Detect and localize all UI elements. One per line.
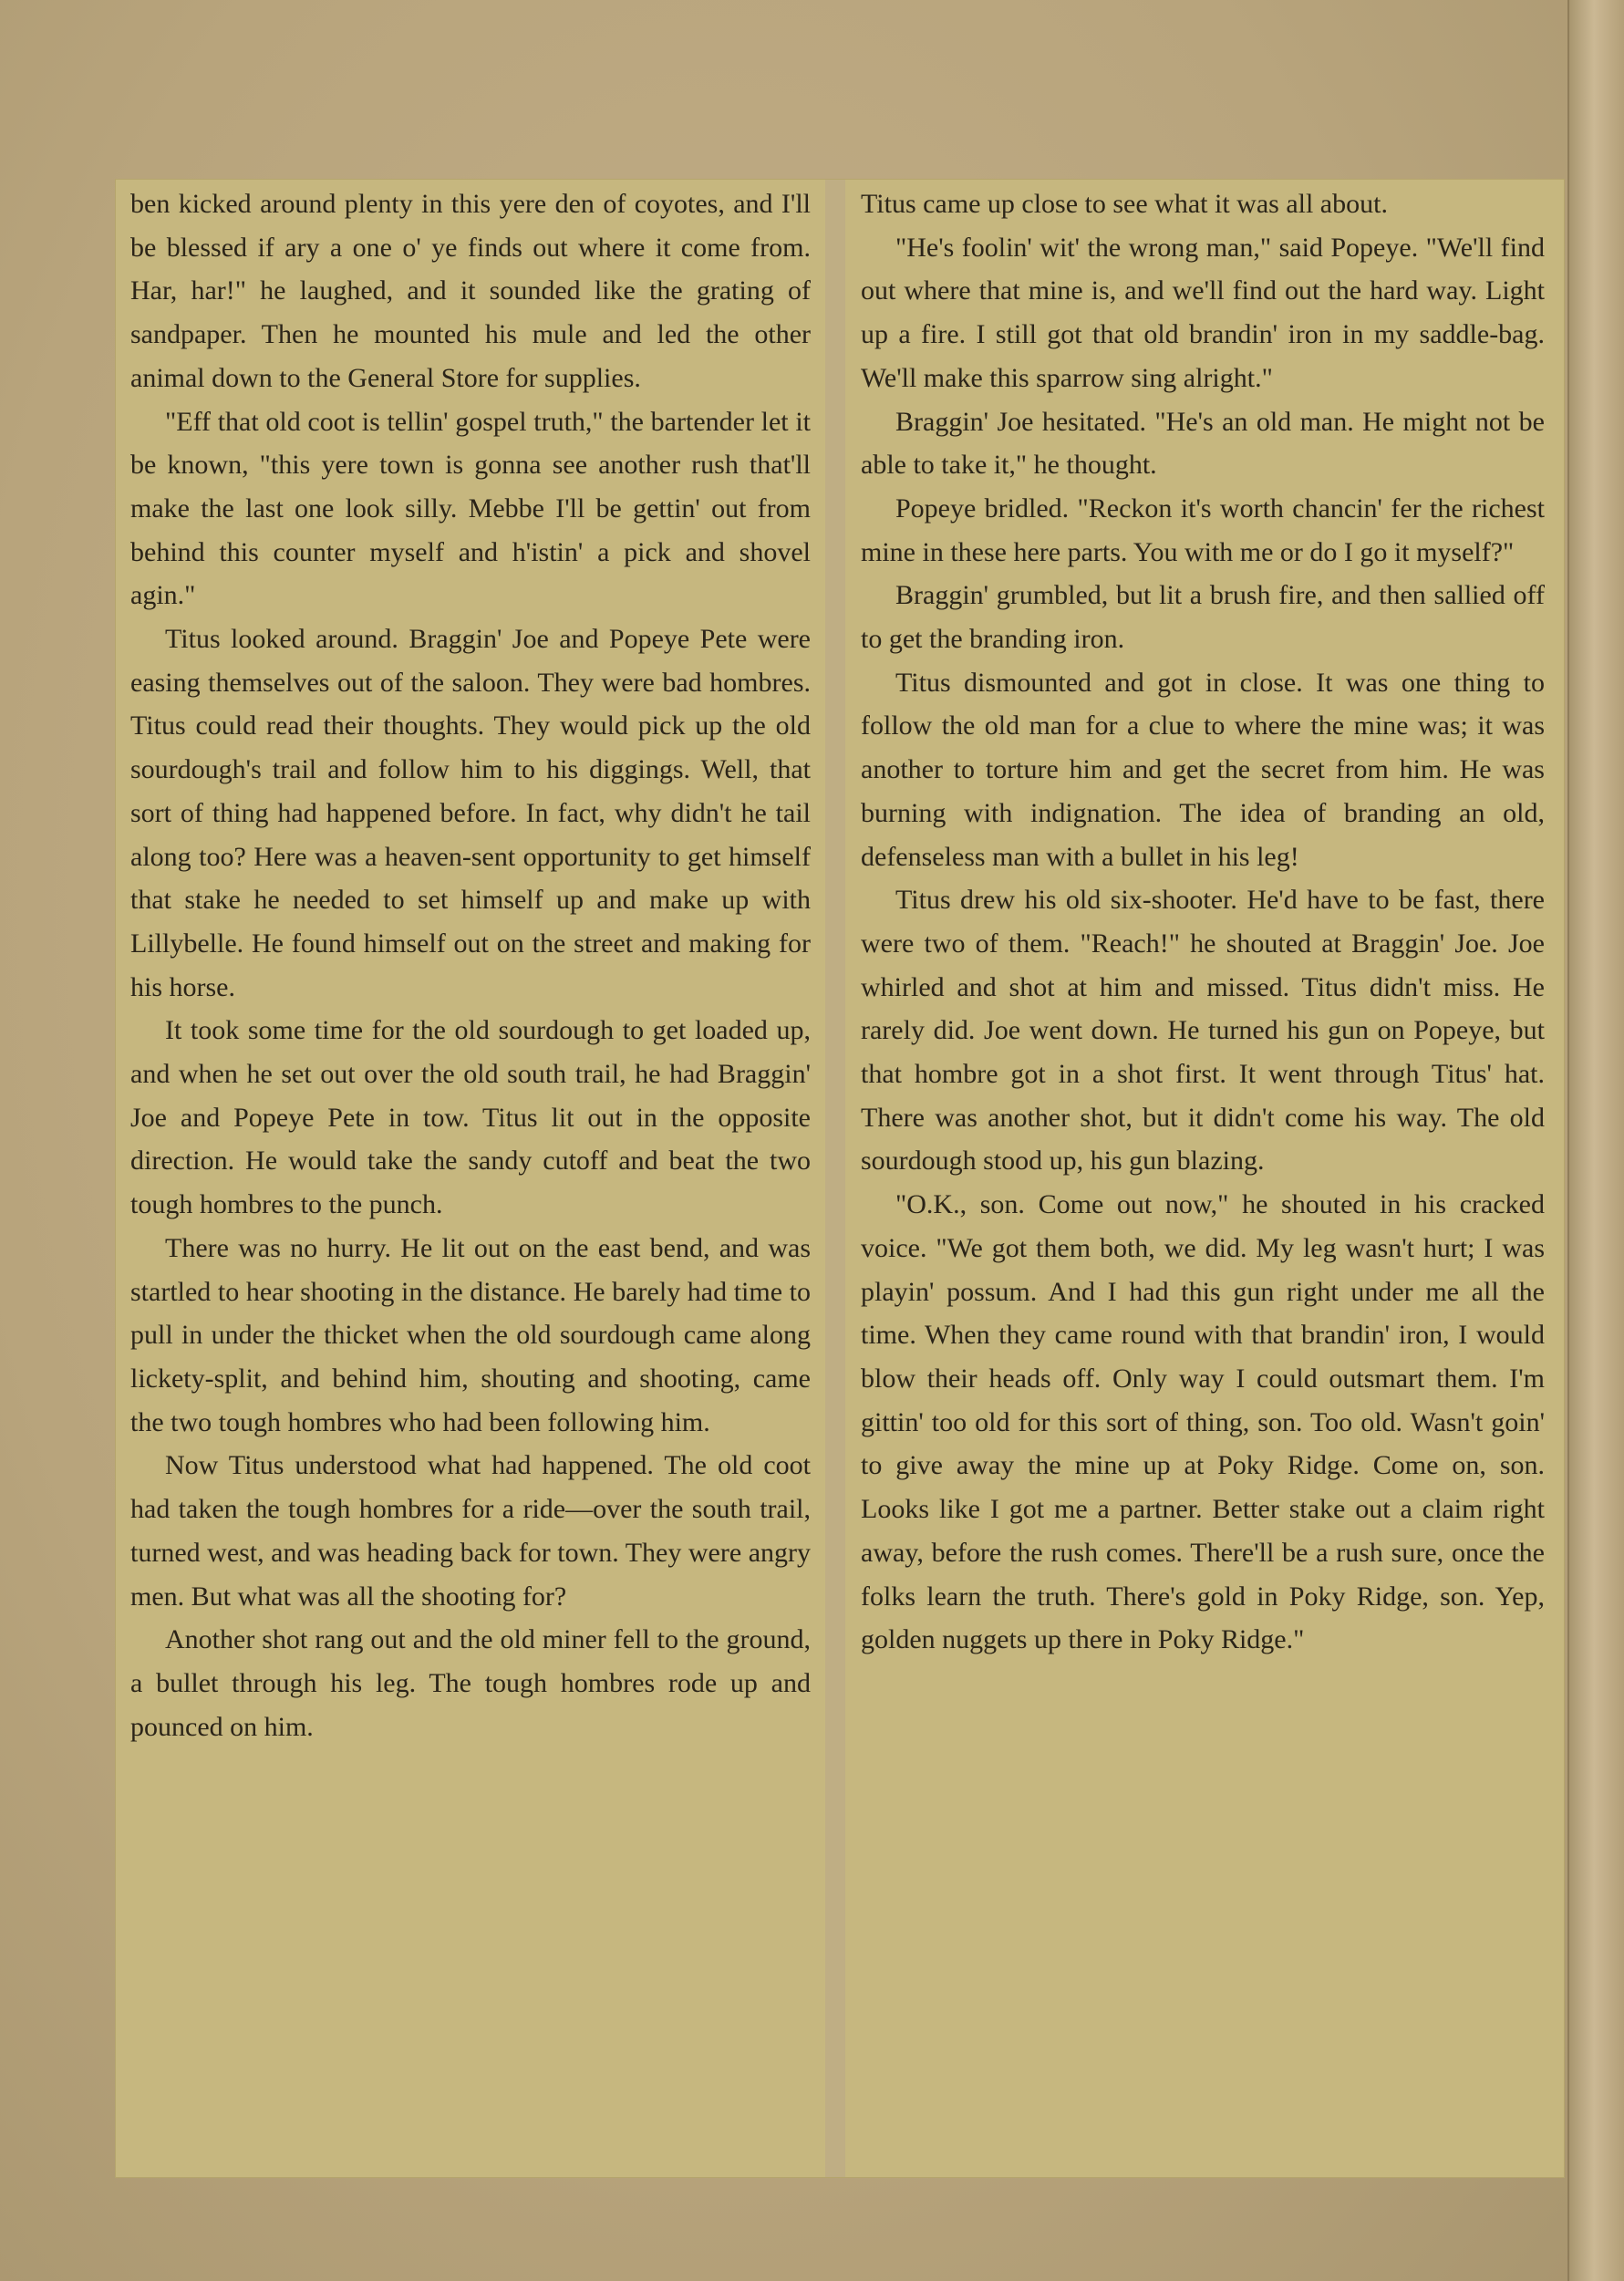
page-spine-edge — [1567, 0, 1624, 2281]
right-paragraph-6: Titus dismounted and got in close. It was one thing to follow the old man for a clue to where the mine was; it was another to torture him and get the secret from him. He was burning with indignation. The idea of branding an old, defenseless man with a bullet in his leg! — [861, 667, 1545, 872]
story-text-block — [116, 180, 1564, 2177]
right-paragraph-4: Popeye bridled. "Reckon it's worth chancin' fer the richest mine in these here parts. You with me or do I go it myself?" — [861, 492, 1545, 567]
right-paragraph-2: "He's foolin' wit' the wrong man," said Popeye. "We'll find out where that mine is, and we'll find out the hard way. Light up a fire. I still got that old brandin' iron in my saddle-bag. We'll make this sparrow sing alright." — [861, 232, 1545, 393]
left-text-column — [116, 180, 818, 2177]
left-paragraph-1: ben kicked around plenty in this yere den of coyotes, and I'll be blessed if ary a one o' ye finds out where it come from. Har, har!" he laughed, and it sounded like the grating of sandpaper. Then he mounted his mule and led the other animal down to the General Store for supplies. — [130, 189, 811, 393]
right-text-column — [850, 180, 1552, 2177]
left-paragraph-4: It took some time for the old sourdough to get loaded up, and when he set out over the old south trail, he had Braggin' Joe and Popeye Pete in tow. Titus lit out in the opposite direction. He would take the sandy cutoff and beat the two tough hombres to the punch. — [130, 1015, 811, 1220]
left-paragraph-2: "Eff that old coot is tellin' gospel truth," the bartender let it be known, "this yere town is gonna see another rush that'll make the last one look silly. Mebbe I'll be gettin' out from behind this counter myself and h'istin' a pick and shovel agin." — [130, 406, 811, 611]
left-paragraph-5: There was no hurry. He lit out on the east bend, and was startled to hear shooting in the distance. He barely had time to pull in under the thicket when the old sourdough came along lickety-split, and behind him, shouting and shooting, came the two tough hombres who had been following him. — [130, 1232, 811, 1437]
right-paragraph-8: "O.K., son. Come out now," he shouted in his cracked voice. "We got them both, we did. My leg wasn't hurt; I was playin' possum. And I had this gun right under me all the time. When they came round with that brandin' iron, I would blow their heads off. Only way I could outsmart them. I'm gittin' too old for this sort of thing, son. Too old. Wasn't goin' to give away the mine up at Poky Ridge. Come on, son. Looks like I got me a partner. Better stake out a claim right away, before the rush comes. There'll be a rush sure, once the folks learn the truth. There's gold in Poky Ridge, son. Yep, golden nuggets up there in Poky Ridge." — [861, 1189, 1545, 1655]
right-paragraph-5: Braggin' grumbled, but lit a brush fire, and then sallied off to get the branding iron. — [861, 580, 1545, 655]
left-paragraph-6: Now Titus understood what had happened. The old coot had taken the tough hombres for a ride—over the south trail, turned west, and was heading back for town. They were angry men. But what was all the shooting for? — [130, 1450, 811, 1612]
left-paragraph-3: Titus looked around. Braggin' Joe and Popeye Pete were easing themselves out of the saloon. They were bad hombres. Titus could read their thoughts. They would pick up the old sourdough's trail and follow him to his diggings. Well, that sort of thing had happened before. In fact, why didn't he tail along too? Here was a heaven-sent opportunity to get himself that stake he needed to set himself up and make up with Lillybelle. He found himself out on the street and making for his horse. — [130, 624, 811, 1002]
right-paragraph-3: Braggin' Joe hesitated. "He's an old man. He might not be able to take it," he thought. — [861, 406, 1545, 481]
left-paragraph-7: Another shot rang out and the old miner fell to the ground, a bullet through his leg. The tough hombres rode up and pounced on him. — [130, 1624, 811, 1742]
right-paragraph-1: Titus came up close to see what it was all about. — [861, 189, 1388, 219]
right-paragraph-7: Titus drew his old six-shooter. He'd have to be fast, there were two of them. "Reach!" he shouted at Braggin' Joe. Joe whirled and shot at him and missed. Titus didn't miss. He rarely did. Joe went down. He turned his gun on Popeye, but that hombre got in a shot first. It went through Titus' hat. There was another shot, but it didn't come his way. The old sourdough stood up, his gun blazing. — [861, 885, 1545, 1177]
column-gutter — [825, 180, 845, 2177]
